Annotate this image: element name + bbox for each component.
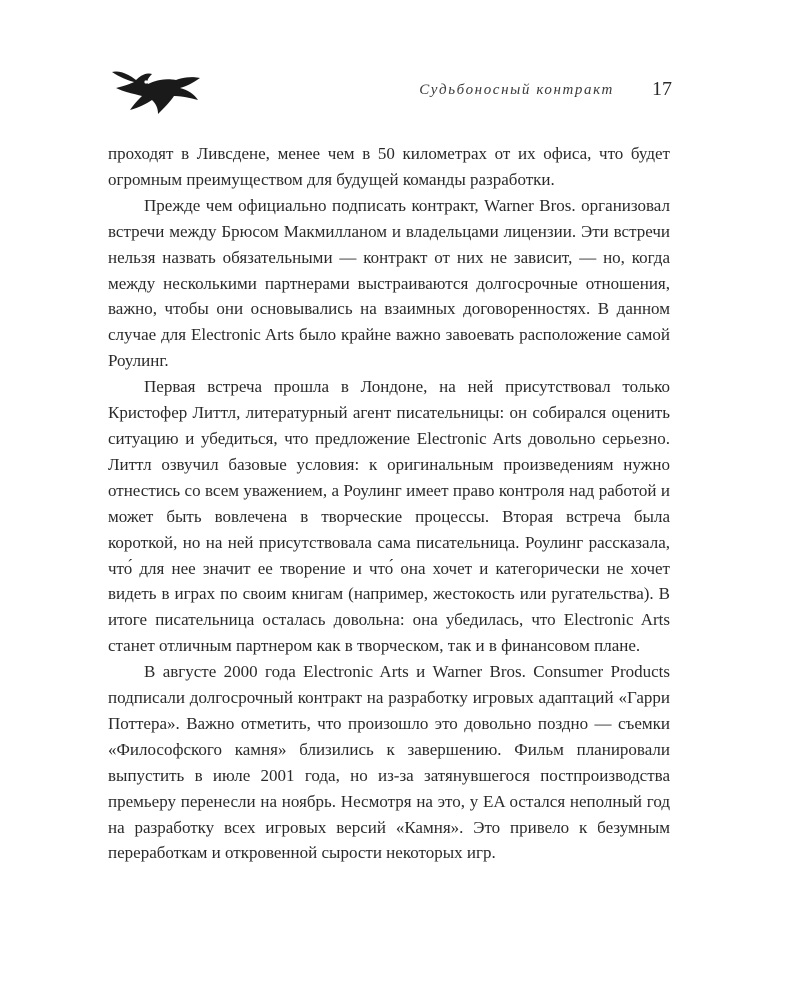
page-header xyxy=(108,62,678,118)
paragraph: Первая встреча прошла в Лондоне, на ней присутствовал только Кристофер Литтл, литературный агент писательницы: он собирался оценить ситуацию и убедиться, что предложение Electronic Arts довольно серьезно. Литтл озвучил базовые условия: к оригинальным произведениям нужно отнестись со всем уважением, а Роулинг имеет право контроля над работой и может быть вовлечена в творческие процессы. Вторая встреча была короткой, но на ней присутствовала сама писательница. Роулинг рассказала, что́ для нее значит ее творение и что́ она хочет и категорически не хочет видеть в играх по своим книгам (например, жестокость или ругательства). В итоге писательница осталась довольна: она убедилась, что Electronic Arts станет отличным партнером как в творческом, так и в финансовом плане. xyxy=(108,377,670,656)
flying-creature-icon xyxy=(108,62,204,118)
page-number: 17 xyxy=(652,78,672,100)
paragraph: Прежде чем официально подписать контракт, Warner Bros. организовал встречи между Брюсом Макмилланом и владельцами лицензии. Эти встречи нельзя назвать обязательными — контракт от них не зависит, — но, когда между несколькими партнерами выстраиваются долгосрочные отношения, важно, чтобы они основывались на взаимных договоренностях. В данном случае для Electronic Arts было крайне важно завоевать расположение самой Роулинг. xyxy=(108,195,670,371)
running-title: Судьбоносный контракт xyxy=(419,82,614,98)
paragraph: проходят в Ливсдене, менее чем в 50 километрах от их офиса, что будет огромным преимуществом для будущей команды разработки. xyxy=(108,144,670,189)
paragraph: В августе 2000 года Electronic Arts и Warner Bros. Consumer Products подписали долгосрочный контракт на разработку игровых адаптаций «Гарри Поттера». Важно отметить, что произошло это довольно поздно — съемки «Философского камня» близились к завершению. Фильм планировали выпустить в июле 2001 года, но из-за затянувшегося постпроизводства премьеру перенесли на ноябрь. Несмотря на это, у EA остался неполный год на разработку всех игровых версий «Камня». Это привело к безумным переработкам и откровенной сырости некоторых игр. xyxy=(108,662,670,863)
body-text xyxy=(108,141,670,866)
